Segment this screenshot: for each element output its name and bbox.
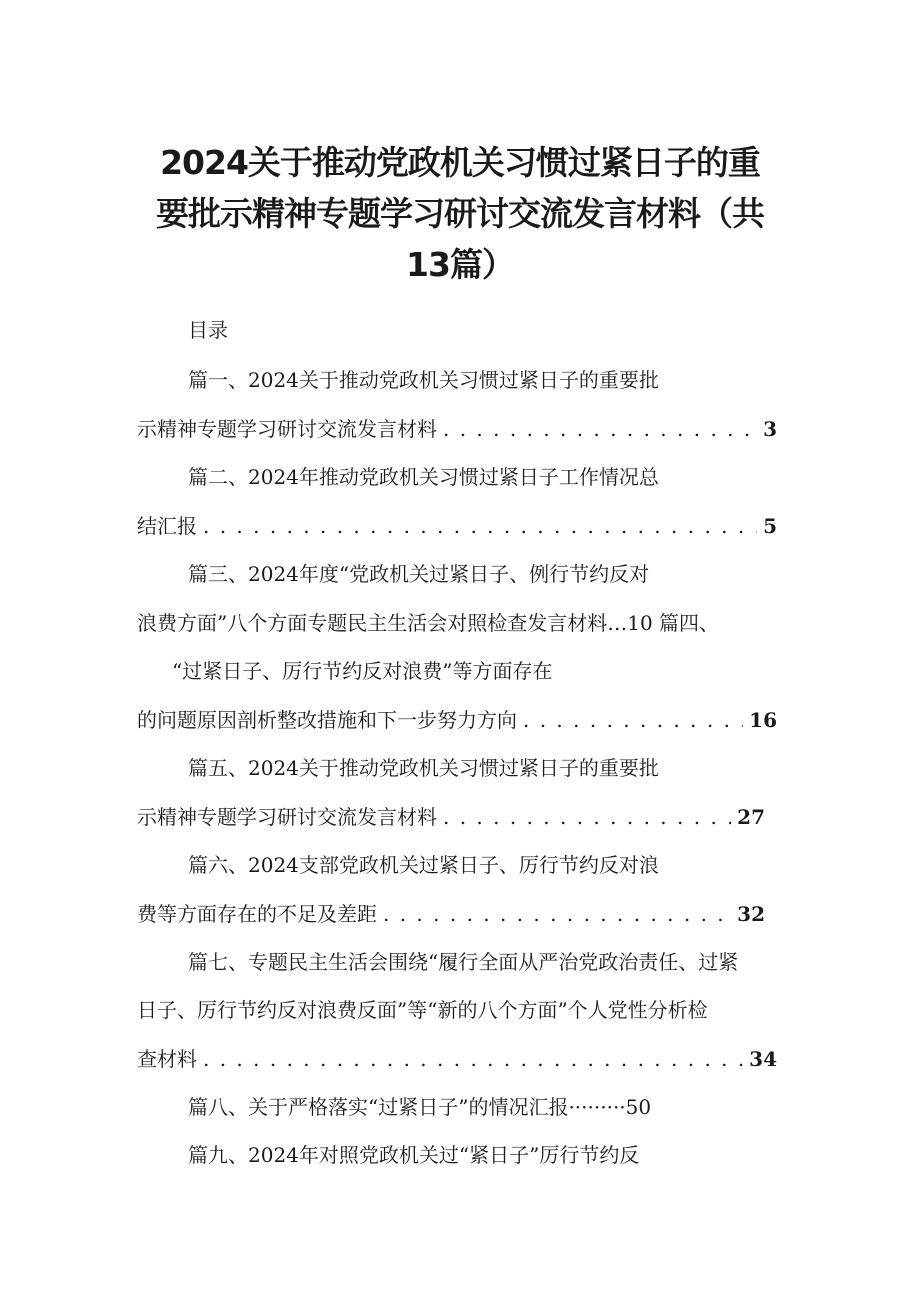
toc-entry-5-line-2[interactable] xyxy=(137,807,765,827)
dot-leader xyxy=(203,516,757,536)
dot-leader xyxy=(203,1049,743,1069)
toc-entry-6-line-1: 篇六、2024支部党政机关过紧日子、厉行节约反对浪 xyxy=(188,853,659,877)
toc-entry-2-line-1: 篇二、2024年推动党政机关习惯过紧日子工作情况总 xyxy=(188,465,659,489)
toc-entry-6-line-2[interactable] xyxy=(137,904,765,924)
toc-entry-7-line-2: 日子、厉行节约反对浪费反面”等“新的八个方面”个人党性分析检 xyxy=(137,998,708,1022)
toc-heading: 目录 xyxy=(188,318,228,342)
toc-entry-1-text: 示精神专题学习研讨交流发言材料 xyxy=(137,417,437,441)
toc-entry-6-page: 32 xyxy=(737,902,765,926)
toc-entry-1-line-1: 篇一、2024关于推动党政机关习惯过紧日子的重要批 xyxy=(188,368,659,392)
toc-entry-5-text: 示精神专题学习研讨交流发言材料 xyxy=(137,805,437,829)
toc-entry-4-page: 16 xyxy=(749,708,777,732)
dot-leader xyxy=(383,904,731,924)
toc-entry-4-text: 的问题原因剖析整改措施和下一步努力方向 xyxy=(137,708,517,732)
title-line-1: 2024关于推动党政机关习惯过紧日子的重 xyxy=(160,143,760,182)
toc-entry-6-text: 费等方面存在的不足及差距 xyxy=(137,902,377,926)
toc-entry-2-page: 5 xyxy=(763,514,777,538)
toc-entry-8[interactable]: 篇八、关于严格落实“过紧日子”的情况汇报·········50 xyxy=(188,1095,652,1119)
dot-leader xyxy=(443,807,731,827)
toc-entry-2-text: 结汇报 xyxy=(137,514,197,538)
dot-leader xyxy=(523,710,743,730)
toc-entry-9-line-1[interactable]: 篇九、2024年对照党政机关过“紧日子”厉行节约反 xyxy=(188,1143,640,1167)
toc-entry-4-line-1: “过紧日子、厉行节约反对浪费”等方面存在 xyxy=(172,659,553,683)
title-line-3: 13篇） xyxy=(406,245,514,284)
toc-entry-1-page: 3 xyxy=(763,417,777,441)
title-line-2: 要批示精神专题学习研讨交流发言材料（共 xyxy=(156,194,764,233)
toc-entry-2-line-2[interactable] xyxy=(137,516,777,536)
toc-entry-3-line-1: 篇三、2024年度“党政机关过紧日子、例行节约反对 xyxy=(188,562,650,586)
toc-entry-1-line-2[interactable] xyxy=(137,419,777,439)
toc-entry-4-line-2[interactable] xyxy=(137,710,777,730)
toc-entry-7-line-1: 篇七、专题民主生活会围绕“履行全面从严治党政治责任、过紧 xyxy=(188,950,739,974)
toc-entry-7-text: 查材料 xyxy=(137,1047,197,1071)
toc-entry-3-line-2[interactable]: 浪费方面”八个方面专题民主生活会对照检查发言材料…10 篇四、 xyxy=(137,611,720,635)
toc-entry-5-page: 27 xyxy=(737,805,765,829)
toc-entry-7-page: 34 xyxy=(749,1047,777,1071)
dot-leader xyxy=(443,419,757,439)
toc-entry-7-line-3[interactable] xyxy=(137,1049,777,1069)
toc-entry-5-line-1: 篇五、2024关于推动党政机关习惯过紧日子的重要批 xyxy=(188,756,659,780)
